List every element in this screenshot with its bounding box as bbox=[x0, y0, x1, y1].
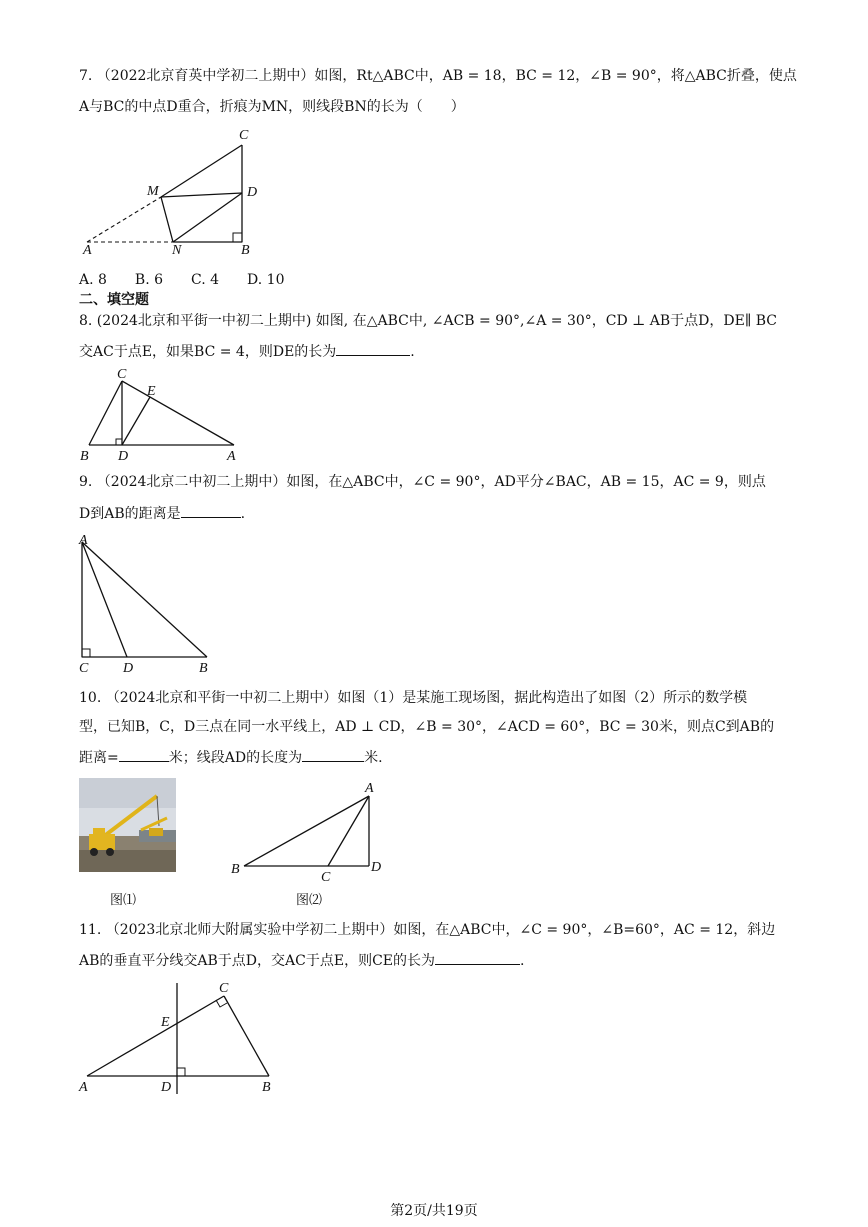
q8-figure bbox=[79, 365, 249, 465]
q8-text-line2-a: 交AC于点E，如果BC = 4，则DE的长为 bbox=[79, 344, 337, 360]
page-footer: 第2页/共19页 bbox=[390, 1203, 478, 1219]
construction-site-photo bbox=[79, 778, 176, 872]
q11-text-line2-b: . bbox=[520, 953, 525, 969]
q9-figure bbox=[79, 530, 229, 675]
section-title: 二、填空题 bbox=[79, 292, 149, 308]
q10-label-D: D bbox=[371, 860, 382, 875]
q10-label-C: C bbox=[321, 870, 331, 885]
q10-text-line3-c: 米. bbox=[364, 750, 383, 766]
q9-text-line2-b: . bbox=[240, 506, 246, 522]
q10-label-A: A bbox=[365, 781, 374, 796]
q10-figure bbox=[228, 778, 398, 883]
q11-label-C: C bbox=[219, 981, 229, 996]
q9-text-line2-a: D到AB的距离是 bbox=[79, 506, 181, 522]
q9-text-line1: 9. （2024北京二中初二上期中）如图，在△ABC中，∠C = 90°，AD平分∠BAC，AB = 15，AC = 9，则点 bbox=[79, 474, 766, 490]
q9-label-D: D bbox=[123, 661, 134, 676]
q11-figure bbox=[79, 978, 289, 1098]
q9-text-line2 bbox=[79, 503, 245, 524]
q9-label-B: B bbox=[199, 661, 208, 676]
q8-label-C: C bbox=[117, 367, 127, 382]
q10-text-line2: 型，已知B，C，D三点在同一水平线上，AD ⊥ CD，∠B = 30°，∠ACD = 60°，BC = 30米，则点C到AB的 bbox=[79, 719, 775, 735]
q8-text-line2 bbox=[79, 341, 415, 362]
q8-label-A: A bbox=[227, 449, 236, 464]
q10-caption-2: 图⑵ bbox=[296, 893, 323, 908]
q10-caption-1: 图⑴ bbox=[110, 893, 137, 908]
q10-answer-blank-1[interactable] bbox=[119, 747, 169, 762]
q10-text-line1: 10. （2024北京和平街一中初二上期中）如图（1）是某施工现场图，据此构造出了如图（2）所示的数学模 bbox=[79, 690, 748, 706]
q7-figure bbox=[79, 125, 279, 260]
q8-label-B: B bbox=[80, 449, 89, 464]
q7-label-C: C bbox=[239, 128, 249, 143]
q7-label-D: D bbox=[247, 185, 258, 200]
q9-label-C: C bbox=[79, 661, 89, 676]
q11-answer-blank[interactable] bbox=[435, 950, 520, 965]
q9-label-A: A bbox=[79, 533, 88, 548]
q11-label-A: A bbox=[79, 1080, 88, 1095]
q9-answer-blank[interactable] bbox=[181, 503, 241, 518]
q11-label-B: B bbox=[262, 1080, 271, 1095]
q11-text-line1: 11. （2023北京北师大附属实验中学初二上期中）如图，在△ABC中，∠C = 90°，∠B=60°，AC = 12，斜边 bbox=[79, 922, 776, 938]
q7-text-line2: A与BC的中点D重合，折痕为MN，则线段BN的长为（ ） bbox=[79, 99, 465, 115]
q11-text-line2-a: AB的垂直平分线交AB于点D，交AC于点E，则CE的长为 bbox=[79, 953, 435, 969]
q11-label-D: D bbox=[161, 1080, 172, 1095]
q10-text-line3 bbox=[79, 747, 383, 768]
q11-label-E: E bbox=[161, 1015, 170, 1030]
q8-text-line2-b: . bbox=[410, 344, 415, 360]
q10-text-line3-b: 米；线段AD的长度为 bbox=[168, 750, 303, 766]
q10-label-B: B bbox=[231, 862, 240, 877]
q10-text-line3-a: 距离= bbox=[79, 750, 119, 766]
q7-label-M: M bbox=[147, 184, 159, 199]
q7-label-N: N bbox=[172, 243, 182, 258]
q7-text-line1: 7. （2022北京育英中学初二上期中）如图，Rt△ABC中，AB = 18，BC = 12，∠B = 90°，将△ABC折叠，使点 bbox=[79, 68, 797, 84]
q7-options: A. 8 B. 6 C. 4 D. 10 bbox=[79, 272, 285, 288]
q8-label-D: D bbox=[118, 449, 129, 464]
q8-text-line1: 8. (2024北京和平街一中初二上期中) 如图, 在△ABC中, ∠ACB = 90°,∠A = 30°，CD ⊥ AB于点D，DE∥ BC bbox=[79, 313, 778, 329]
q11-text-line2 bbox=[79, 950, 524, 971]
q8-label-E: E bbox=[147, 384, 156, 399]
q10-answer-blank-2[interactable] bbox=[302, 747, 364, 762]
q7-label-B: B bbox=[241, 243, 250, 258]
q8-answer-blank[interactable] bbox=[336, 341, 410, 356]
q7-label-A: A bbox=[83, 243, 92, 258]
